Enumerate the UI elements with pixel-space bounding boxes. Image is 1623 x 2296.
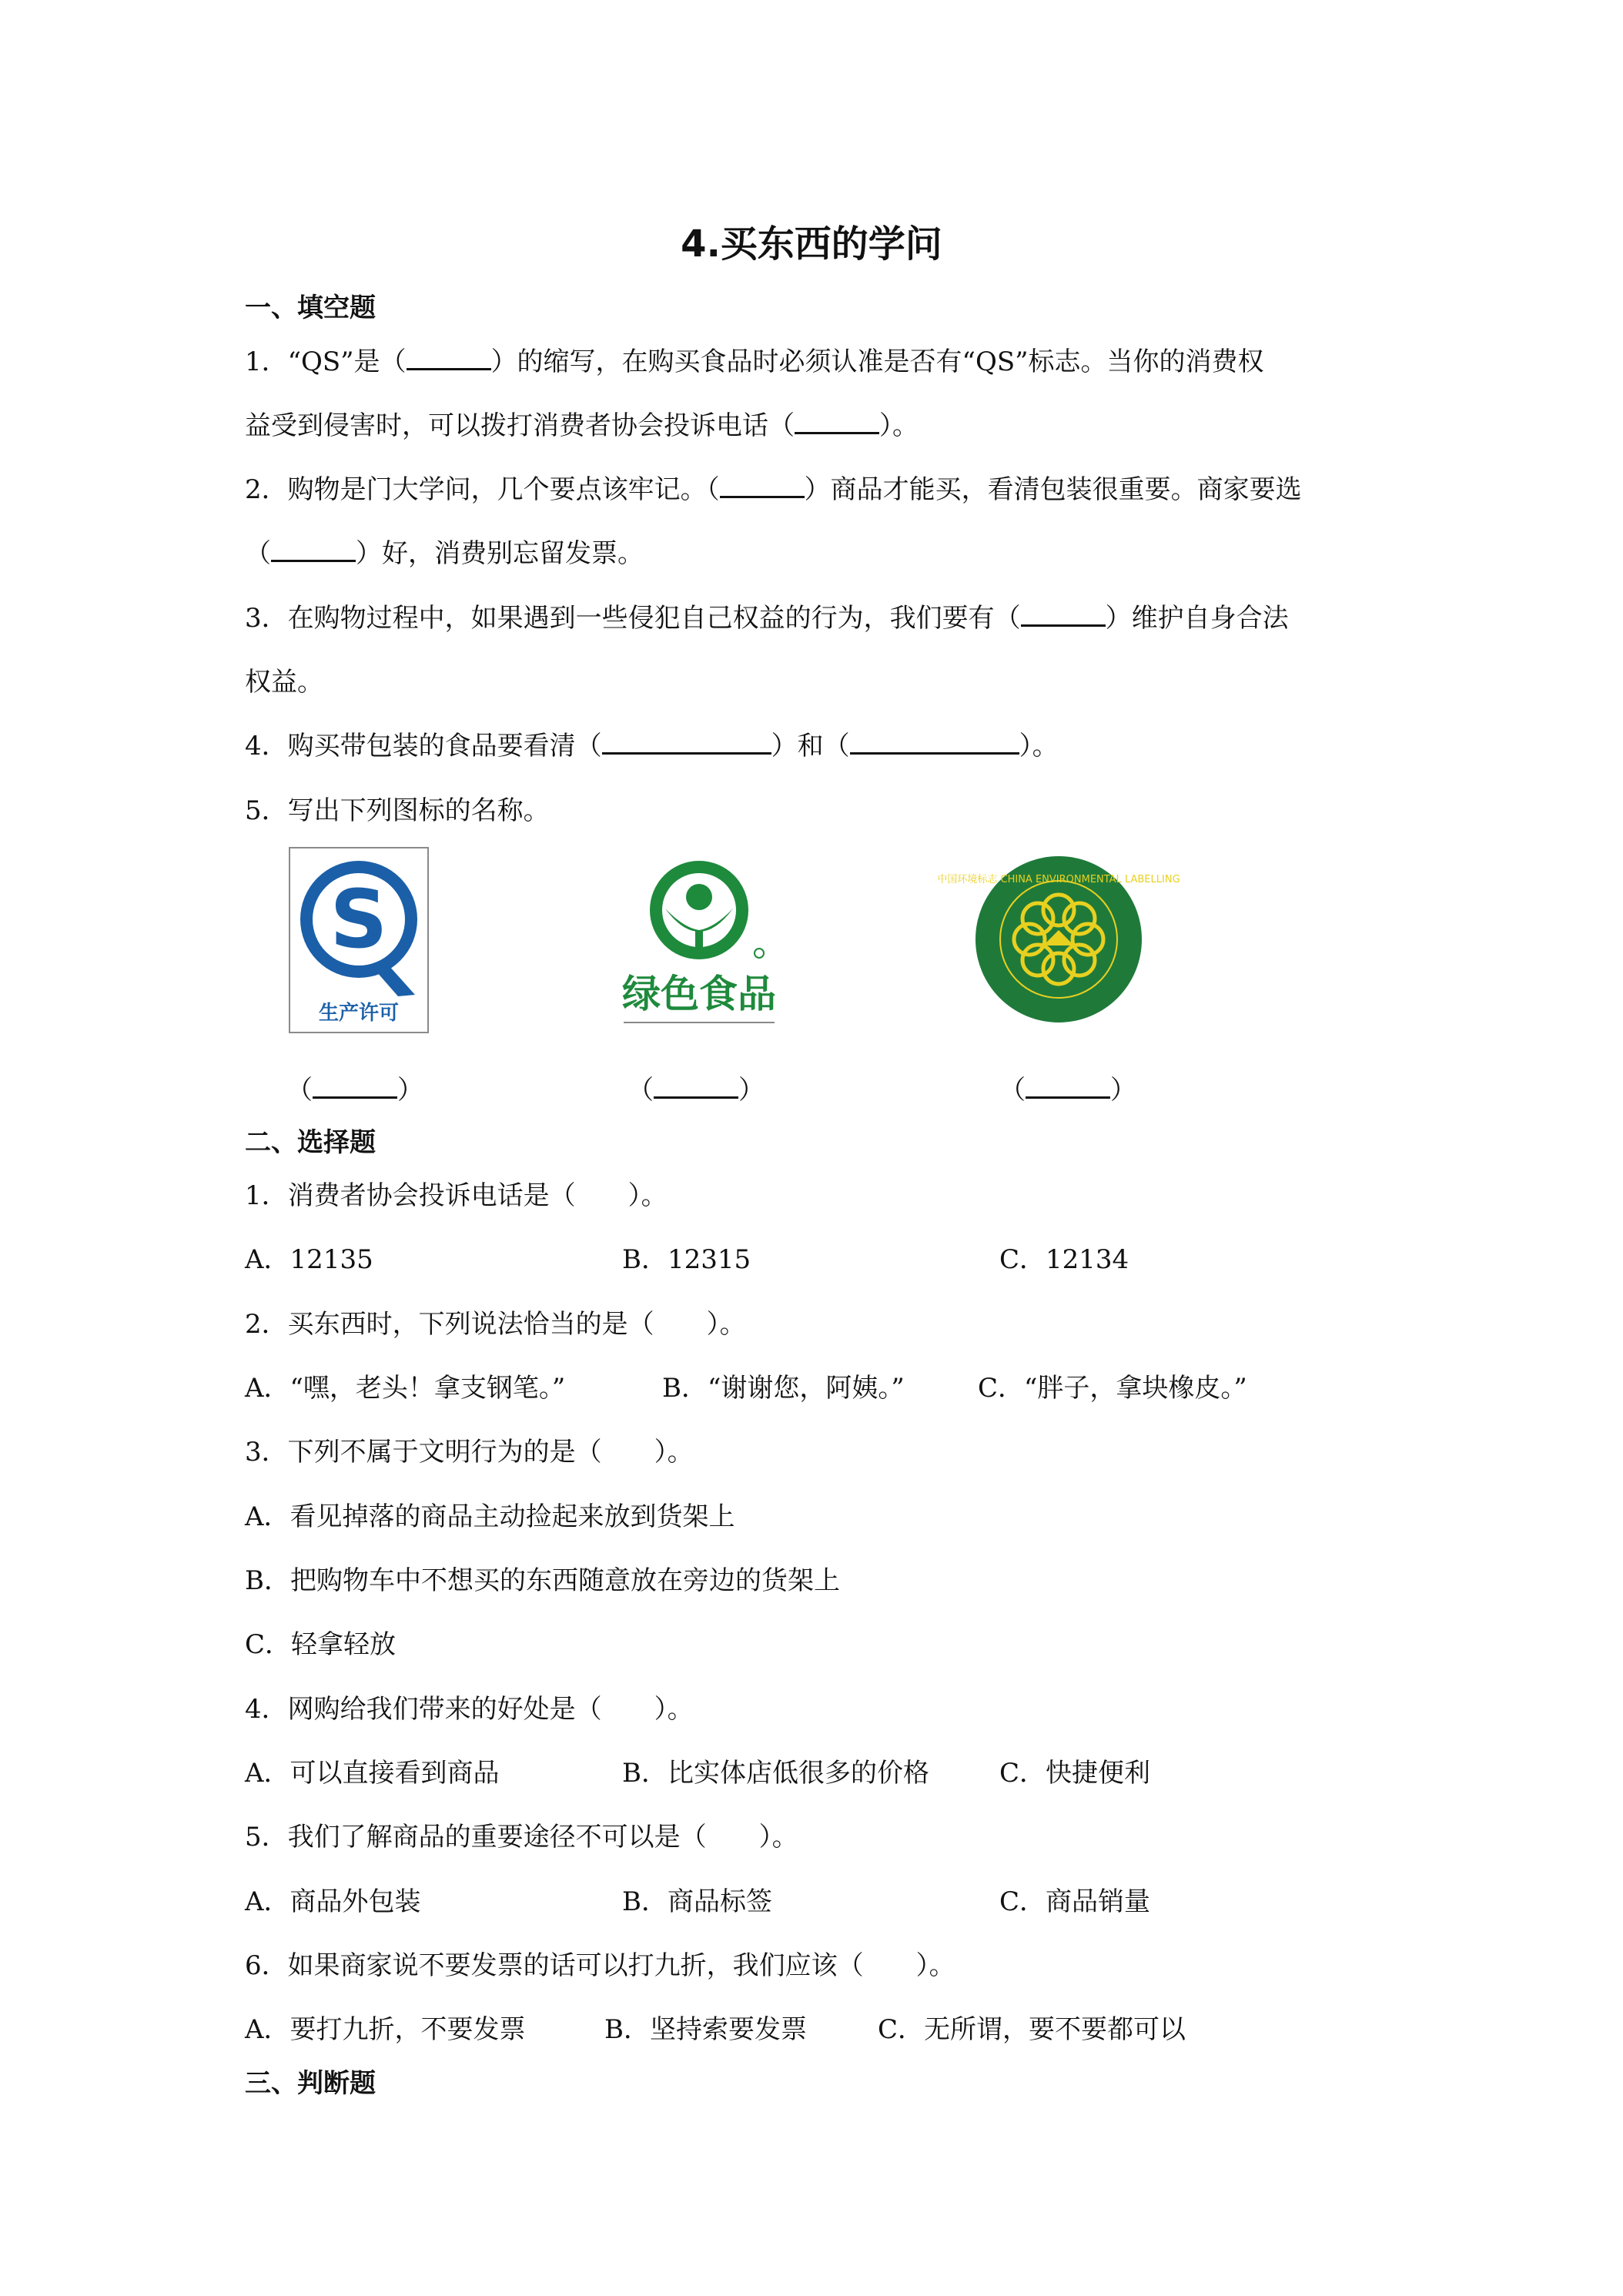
- environmental-label-icon: [937, 855, 1180, 1024]
- logo1-answer: （ ）: [286, 1069, 423, 1106]
- q3-text-a: 3．在购物过程中，如果遇到一些侵犯自己权益的行为，我们要有（: [245, 603, 1021, 634]
- choice-q2: 2．买东西时，下列说法恰当的是（ ）。: [245, 1309, 746, 1340]
- qs-logo: [289, 847, 429, 1033]
- fill-q4: [245, 725, 1059, 762]
- choice-q3-option-a[interactable]: A．看见掉落的商品主动捡起来放到货架上: [245, 1501, 735, 1532]
- q2-text-a: 2．购物是门大学问，几个要点该牢记。（: [245, 474, 720, 505]
- q2-text-d: ）好，消费别忘留发票。: [356, 538, 644, 569]
- fill-q1-line2: [245, 404, 919, 442]
- choice-q5-option-a[interactable]: A．商品外包装: [245, 1886, 421, 1917]
- page-title: 4.买东西的学问: [681, 223, 942, 266]
- answer-blank[interactable]: [1021, 598, 1106, 627]
- qs-logo-label: 生产许可: [318, 1002, 400, 1025]
- answer-blank[interactable]: [1026, 1070, 1110, 1099]
- fill-q2-line2: [245, 532, 644, 570]
- section-heading-multiple-choice: 二、选择题: [245, 1127, 376, 1158]
- q1-text-c: 益受到侵害时，可以拨打消费者协会投诉电话（: [245, 410, 795, 441]
- choice-q1-option-b[interactable]: B．12315: [622, 1244, 751, 1275]
- fill-q3-line1: [245, 597, 1289, 634]
- q1-text-a: 1．“QS”是（: [245, 346, 407, 377]
- answer-blank[interactable]: [795, 406, 879, 434]
- choice-q4-option-c[interactable]: C．快捷便利: [999, 1758, 1151, 1789]
- green-food-logo: [622, 855, 784, 1028]
- choice-q1: 1．消费者协会投诉电话是（ ）。: [245, 1180, 668, 1211]
- q2-text-b: ）商品才能买，看清包装很重要。商家要选: [804, 474, 1302, 505]
- fill-q5: 5．写出下列图标的名称。: [245, 795, 550, 826]
- environmental-label-text: 中国环境标志 CHINA ENVIRONMENTAL LABELLING: [937, 874, 1180, 885]
- logo2-answer: （ ）: [627, 1069, 765, 1106]
- section-heading-fill-blank: 一、填空题: [245, 293, 376, 323]
- china-environmental-label-logo: [937, 855, 1180, 1024]
- q4-text-c: ）。: [1019, 731, 1059, 761]
- choice-q6-option-b[interactable]: B．坚持索要发票: [604, 2014, 807, 2045]
- q4-text-a: 4．购买带包装的食品要看清（: [245, 731, 602, 761]
- green-food-logo-icon: [622, 855, 784, 1028]
- green-food-label: 绿色食品: [622, 972, 776, 1016]
- choice-q5-option-b[interactable]: B．商品标签: [622, 1886, 772, 1917]
- choice-q5-option-c[interactable]: C．商品销量: [999, 1886, 1151, 1917]
- choice-q6: 6．如果商家说不要发票的话可以打九折，我们应该（ ）。: [245, 1950, 955, 1981]
- choice-q2-option-b[interactable]: B．“谢谢您，阿姨。”: [662, 1373, 905, 1404]
- answer-blank[interactable]: [271, 534, 356, 562]
- choice-q2-option-c[interactable]: C．“胖子，拿块橡皮。”: [978, 1373, 1247, 1404]
- answer-blank[interactable]: [720, 470, 805, 498]
- logo3-answer: （ ）: [999, 1069, 1136, 1106]
- choice-q3: 3．下列不属于文明行为的是（ ）。: [245, 1437, 694, 1468]
- choice-q2-option-a[interactable]: A．“嘿，老头！拿支钢笔。”: [245, 1373, 566, 1404]
- q1-text-b: ）的缩写，在购买食品时必须认准是否有“QS”标志。当你的消费权: [490, 346, 1264, 377]
- choice-q6-option-c[interactable]: C．无所谓，要不要都可以: [878, 2014, 1186, 2045]
- answer-blank[interactable]: [654, 1070, 738, 1099]
- q4-text-b: ）和（: [771, 731, 850, 761]
- choice-q5: 5．我们了解商品的重要途径不可以是（ ）。: [245, 1822, 798, 1853]
- choice-q3-option-b[interactable]: B．把购物车中不想买的东西随意放在旁边的货架上: [245, 1565, 840, 1596]
- answer-blank[interactable]: [407, 342, 491, 370]
- qs-logo-icon: [290, 848, 427, 1032]
- answer-blank[interactable]: [602, 726, 771, 755]
- choice-q6-option-a[interactable]: A．要打九折，不要发票: [245, 2014, 526, 2045]
- answer-blank[interactable]: [850, 726, 1019, 755]
- choice-q4-option-b[interactable]: B．比实体店低很多的价格: [622, 1758, 929, 1789]
- choice-q4-option-a[interactable]: A．可以直接看到商品: [245, 1758, 500, 1789]
- q3-text-b: ）维护自身合法: [1105, 603, 1289, 634]
- fill-q3-line2: 权益。: [245, 667, 323, 698]
- choice-q1-option-a[interactable]: A．12135: [245, 1244, 373, 1275]
- fill-q1-line1: [245, 340, 1264, 378]
- q1-text-d: ）。: [879, 410, 919, 441]
- answer-blank[interactable]: [313, 1070, 397, 1099]
- choice-q1-option-c[interactable]: C．12134: [999, 1244, 1129, 1275]
- q2-text-c: （: [245, 538, 271, 569]
- fill-q2-line1: [245, 468, 1302, 506]
- choice-q3-option-c[interactable]: C．轻拿轻放: [245, 1629, 397, 1660]
- svg-text:S: S: [330, 872, 388, 966]
- section-heading-true-false: 三、判断题: [245, 2068, 376, 2099]
- choice-q4: 4．网购给我们带来的好处是（ ）。: [245, 1694, 694, 1725]
